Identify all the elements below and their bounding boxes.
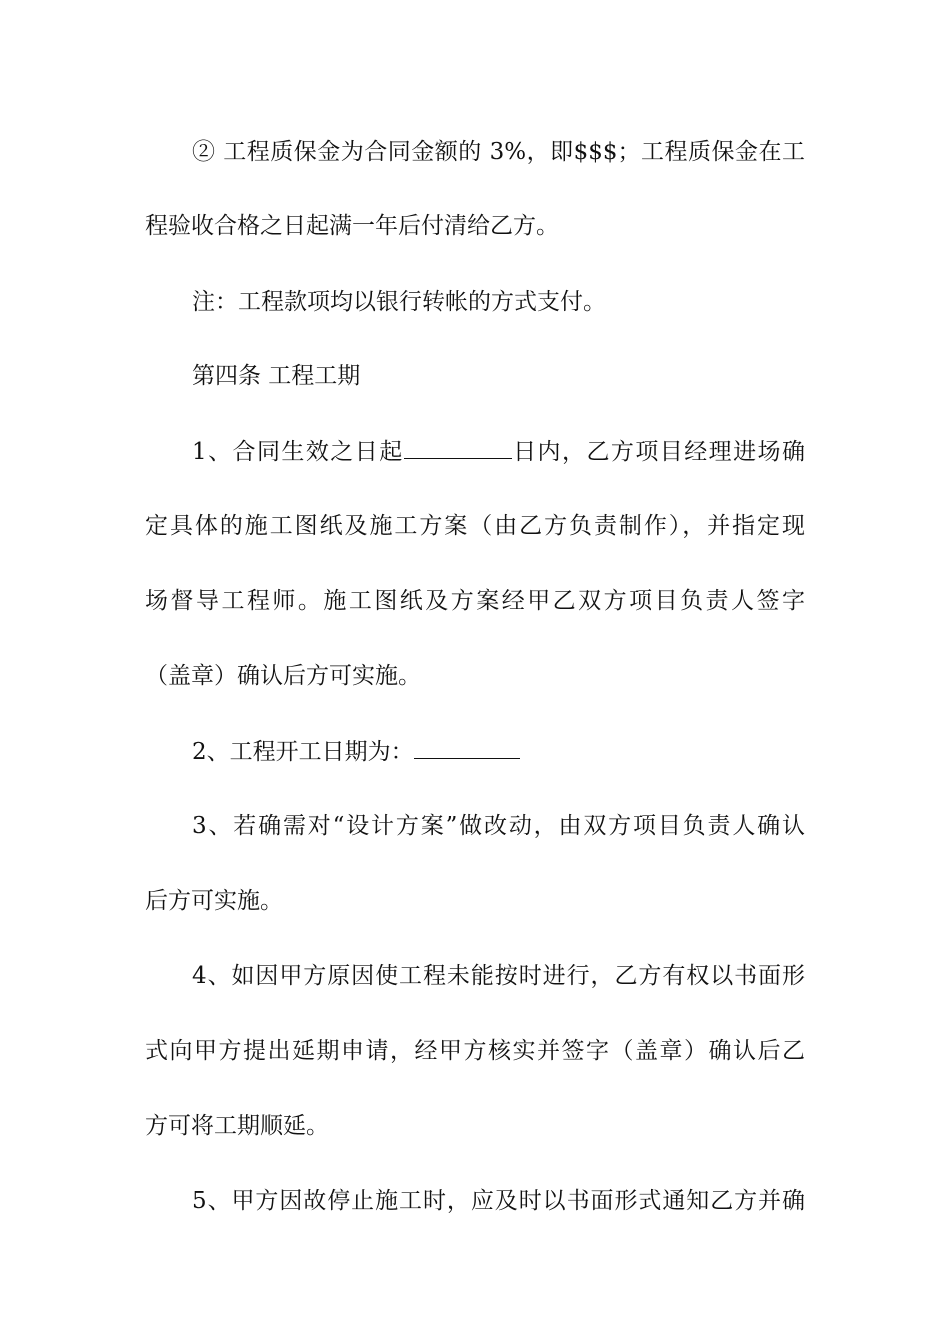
clause-text: 日内，乙方项目经理进场确: [511, 439, 805, 465]
note-line: 注：工程款项均以银行转帐的方式支付。: [192, 289, 606, 315]
paragraph-line: ② 工程质保金为合同金额的 3%，即$$$；工程质保金在工: [192, 139, 805, 165]
paragraph-line: 程验收合格之日起满一年后付清给乙方。: [145, 213, 559, 239]
clause-text: 1、合同生效之日起: [192, 439, 404, 465]
paragraph-line: （盖章）确认后方可实施。: [145, 663, 421, 689]
paragraph-line: [192, 436, 805, 467]
paragraph-line: [192, 736, 805, 767]
fill-in-blank: [404, 436, 512, 459]
paragraph-line: 场督导工程师。施工图纸及方案经甲乙双方项目负责人签字: [145, 588, 805, 614]
paragraph-line: 4、如因甲方原因使工程未能按时进行，乙方有权以书面形: [192, 963, 805, 989]
paragraph-line: 5、甲方因故停止施工时，应及时以书面形式通知乙方并确: [192, 1188, 805, 1214]
paragraph-line: 方可将工期顺延。: [145, 1113, 329, 1139]
paragraph-line: 后方可实施。: [145, 888, 283, 914]
clause-text: 2、工程开工日期为：: [192, 739, 414, 765]
section-heading: 第四条 工程工期: [192, 363, 361, 389]
paragraph-line: 式向甲方提出延期申请，经甲方核实并签字（盖章）确认后乙: [145, 1038, 805, 1064]
paragraph-line: 定具体的施工图纸及施工方案（由乙方负责制作），并指定现: [145, 513, 805, 539]
paragraph-line: 3、若确需对“设计方案”做改动，由双方项目负责人确认: [192, 813, 805, 839]
fill-in-blank: [414, 736, 520, 759]
